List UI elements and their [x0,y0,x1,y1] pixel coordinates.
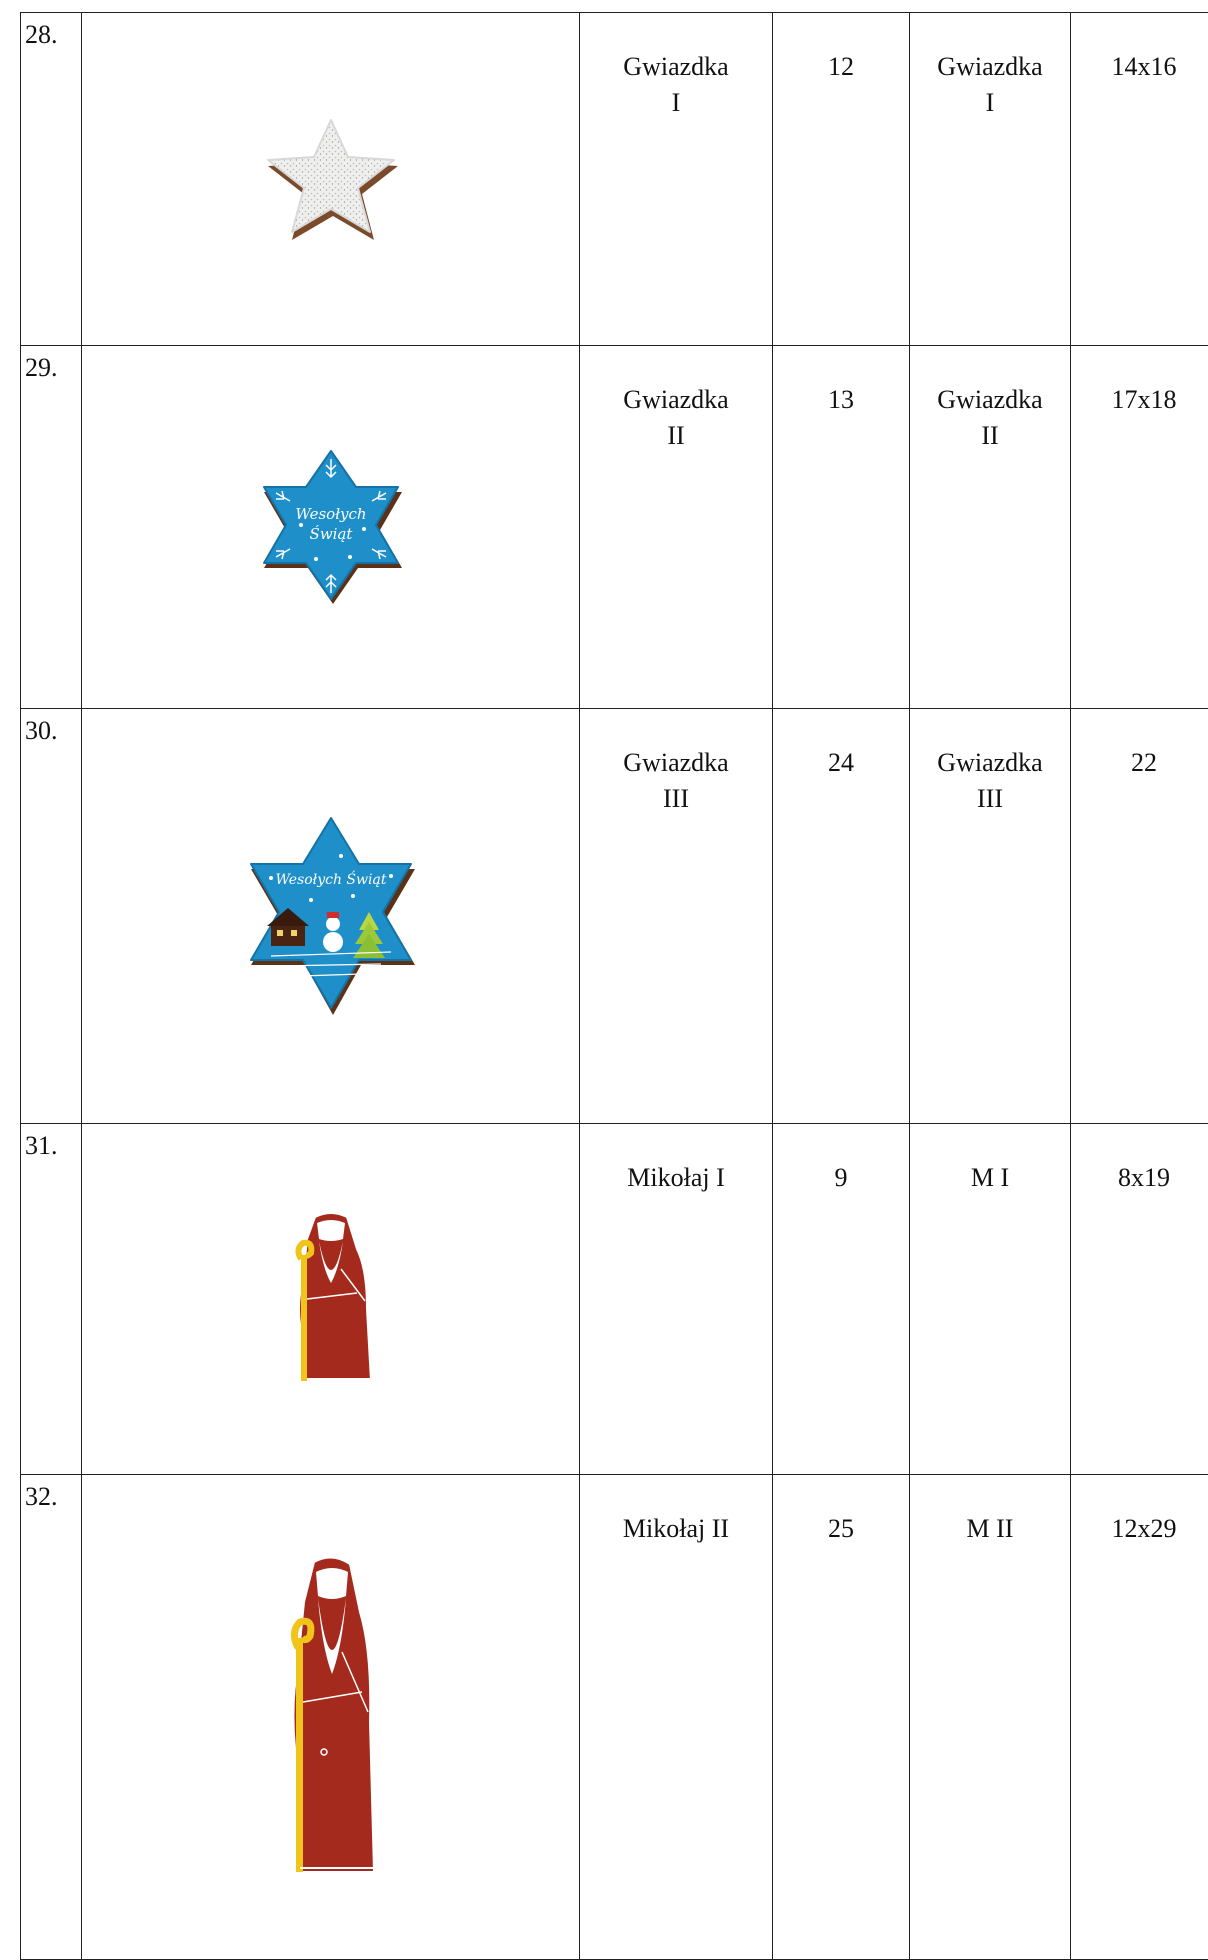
product-name-line1: Mikołaj I [580,1160,772,1196]
product-size: 8x19 [1071,1124,1208,1475]
product-name [580,1124,773,1475]
product-size: 14x16 [1071,13,1208,346]
table-row [21,346,1208,709]
product-size: 17x18 [1071,346,1208,709]
cookie-lettering-2: Świąt [309,525,353,543]
product-table [20,12,1208,1960]
row-number: 29. [21,346,82,709]
product-code-line1: Gwiazdka [910,382,1070,418]
product-name-line1: Gwiazdka [580,49,772,85]
product-name [580,13,773,346]
table-row [21,1475,1208,1960]
product-code-line2: III [910,781,1070,817]
row-number: 30. [21,709,82,1124]
blue-star-scene-cookie-image [241,816,421,1016]
product-quantity: 12 [773,13,910,346]
product-quantity: 25 [773,1475,910,1960]
product-image-cell [82,709,580,1124]
product-code-line1: Gwiazdka [910,49,1070,85]
santa-cookie-small-image [281,1209,381,1389]
product-size: 22 [1071,709,1208,1124]
product-name-line1: Gwiazdka [580,382,772,418]
product-code [910,13,1071,346]
product-name [580,346,773,709]
product-quantity: 13 [773,346,910,709]
product-code [910,1124,1071,1475]
product-code-line2: II [910,418,1070,454]
product-name-line2: I [580,85,772,121]
white-star-cookie-image [256,114,406,244]
product-name-line1: Mikołaj II [580,1511,772,1547]
product-code [910,346,1071,709]
cookie-lettering: Wesołych Świąt [275,870,386,888]
product-code [910,709,1071,1124]
product-image-cell [82,1124,580,1475]
table-row [21,709,1208,1124]
santa-cookie-large-image [276,1552,386,1882]
product-code-line1: Gwiazdka [910,745,1070,781]
product-name-line1: Gwiazdka [580,745,772,781]
product-image-cell [82,1475,580,1960]
product-image-cell [82,13,580,346]
row-number: 32. [21,1475,82,1960]
table-row [21,1124,1208,1475]
product-name [580,709,773,1124]
product-code-line1: M I [910,1160,1070,1196]
product-code-line1: M II [910,1511,1070,1547]
table-row [21,13,1208,346]
cookie-lettering-1: Wesołych [295,505,366,523]
product-code [910,1475,1071,1960]
product-code-line2: I [910,85,1070,121]
product-image-cell [82,346,580,709]
row-number: 28. [21,13,82,346]
blue-star-cookie-image [256,447,406,607]
product-quantity: 9 [773,1124,910,1475]
product-name-line2: III [580,781,772,817]
product-name-line2: II [580,418,772,454]
row-number: 31. [21,1124,82,1475]
product-quantity: 24 [773,709,910,1124]
product-name [580,1475,773,1960]
product-size: 12x29 [1071,1475,1208,1960]
